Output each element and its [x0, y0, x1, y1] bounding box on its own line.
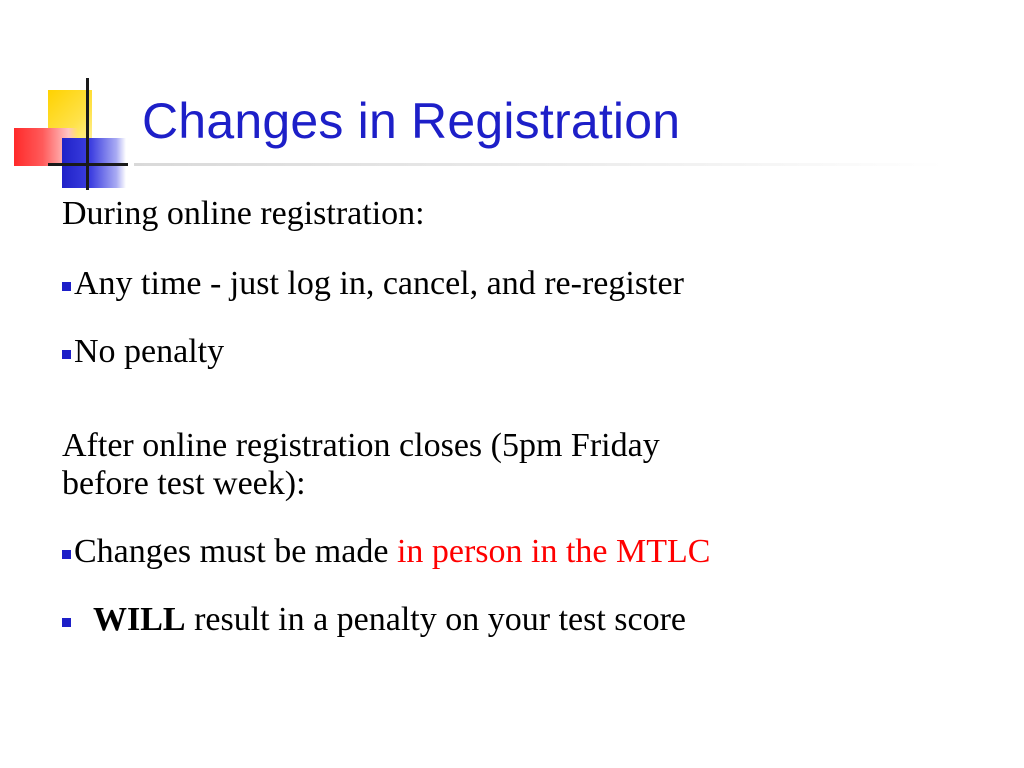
bullet-text: [74, 533, 710, 571]
list-item: [62, 601, 982, 639]
list-item: [62, 333, 982, 371]
bullet-text: No penalty: [74, 333, 225, 370]
list-item: [62, 533, 982, 571]
section2-heading-line1: After online registration closes (5pm Friday: [62, 427, 660, 464]
section1-heading: During online registration:: [62, 195, 425, 232]
section2-heading: [62, 427, 982, 503]
logo-squares: [0, 0, 140, 200]
bullet-text: Any time - just log in, cancel, and re-register: [74, 265, 684, 302]
bullet-text-prefix: Changes must be made: [74, 533, 397, 570]
square-bullet-icon: [62, 282, 71, 291]
square-bullet-icon: [62, 618, 71, 627]
square-bullet-icon: [62, 550, 71, 559]
slide-body: [62, 195, 982, 639]
highlight-text: in person in the MTLC: [396, 533, 711, 570]
slide-title: Changes in Registration: [142, 93, 681, 149]
section2-heading-line2: before test week):: [62, 465, 306, 502]
square-bullet-icon: [62, 350, 71, 359]
logo-vertical-line: [86, 78, 89, 190]
list-item: [62, 265, 982, 303]
title-underline: [134, 163, 944, 166]
logo-horizontal-line: [48, 163, 128, 166]
bullet-text-rest: result in a penalty on your test score: [185, 601, 687, 638]
bullet-text: [93, 601, 686, 639]
bold-text: WILL: [93, 601, 186, 638]
